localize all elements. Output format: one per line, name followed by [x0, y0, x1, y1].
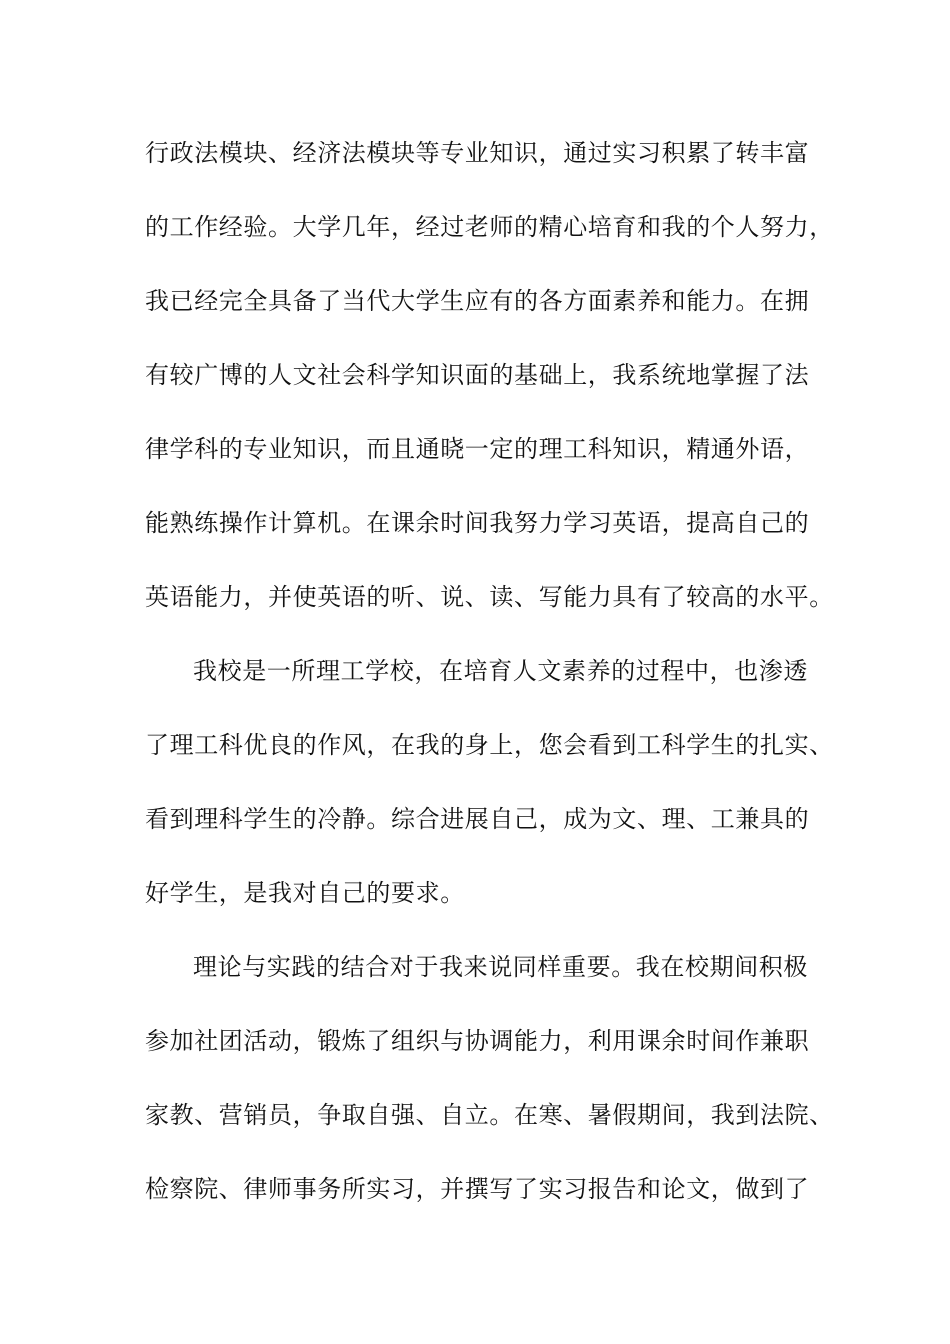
text-line: 家教、营销员，争取自强、自立。在寒、暑假期间，我到法院、 [145, 1101, 834, 1129]
text-line: 能熟练操作计算机。在课余时间我努力学习英语，提高自己的 [145, 509, 810, 537]
text-line: 英语能力，并使英语的听、说、读、写能力具有了较高的水平。 [145, 583, 834, 611]
paragraph-first-line: 我校是一所理工学校，在培育人文素养的过程中，也渗透 [193, 657, 808, 685]
text-line: 我已经完全具备了当代大学生应有的各方面素养和能力。在拥 [145, 287, 810, 315]
paragraph-first-line: 理论与实践的结合对于我来说同样重要。我在校期间积极 [193, 953, 808, 981]
text-line: 看到理科学生的冷静。综合进展自己，成为文、理、工兼具的 [145, 805, 810, 833]
text-line: 好学生，是我对自己的要求。 [145, 879, 465, 907]
text-line: 有较广博的人文社会科学知识面的基础上，我系统地掌握了法 [145, 361, 810, 389]
text-line: 检察院、律师事务所实习，并撰写了实习报告和论文，做到了 [145, 1175, 810, 1203]
text-line: 了理工科优良的作风，在我的身上，您会看到工科学生的扎实、 [145, 731, 834, 759]
text-line: 参加社团活动，锻炼了组织与协调能力，利用课余时间作兼职 [145, 1027, 810, 1055]
text-line: 律学科的专业知识，而且通晓一定的理工科知识，精通外语， [145, 435, 810, 463]
text-line: 行政法模块、经济法模块等专业知识，通过实习积累了转丰富 [145, 139, 810, 167]
text-line: 的工作经验。大学几年，经过老师的精心培育和我的个人努力， [145, 213, 834, 241]
